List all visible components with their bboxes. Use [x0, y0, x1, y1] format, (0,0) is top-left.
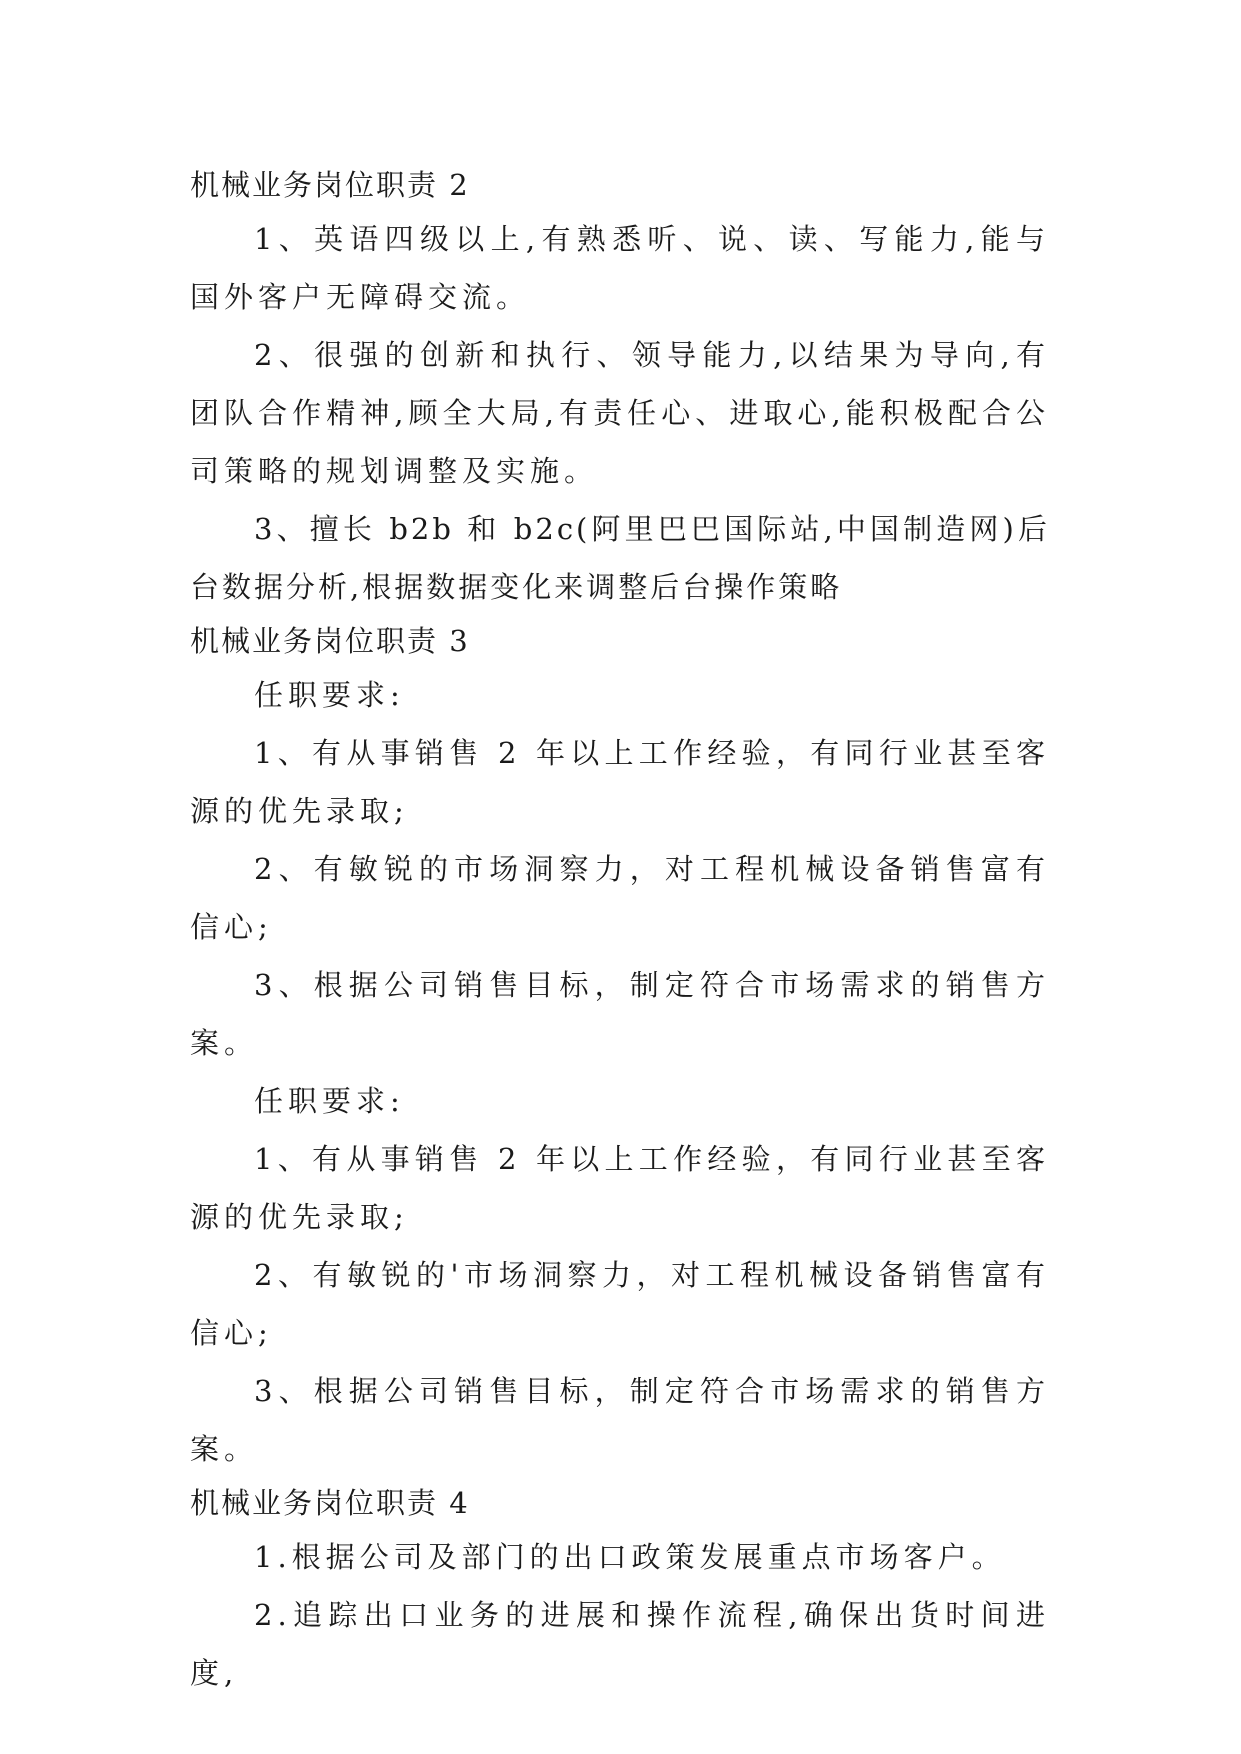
- paragraph: 2、很强的创新和执行、领导能力,以结果为导向,有团队合作精神,顾全大局,有责任心、进取心,能积极配合公司策略的规划调整及实施。: [190, 338, 1050, 488]
- paragraph: 任职要求:: [254, 678, 405, 712]
- paragraph: 2、有敏锐的市场洞察力，对工程机械设备销售富有信心;: [190, 852, 1050, 944]
- document-body: [190, 160, 1050, 1702]
- paragraph: 1.根据公司及部门的出口政策发展重点市场客户。: [254, 1540, 1006, 1574]
- paragraph: 2、有敏锐的'市场洞察力，对工程机械设备销售富有信心;: [190, 1258, 1050, 1350]
- paragraph: 1、有从事销售 2 年以上工作经验，有同行业甚至客源的优先录取;: [190, 1142, 1050, 1234]
- paragraph: 3、擅长 b2b 和 b2c(阿里巴巴国际站,中国制造网)后台数据分析,根据数据变化来调整后台操作策略: [190, 512, 1050, 604]
- section-title: 机械业务岗位职责 2: [190, 168, 470, 202]
- section-title: 机械业务岗位职责 4: [190, 1486, 470, 1520]
- paragraph: 3、根据公司销售目标，制定符合市场需求的销售方案。: [190, 968, 1050, 1060]
- paragraph: 任职要求:: [254, 1084, 405, 1118]
- paragraph: 1、有从事销售 2 年以上工作经验，有同行业甚至客源的优先录取;: [190, 736, 1050, 828]
- paragraph: 3、根据公司销售目标，制定符合市场需求的销售方案。: [190, 1374, 1050, 1466]
- paragraph: 1、英语四级以上,有熟悉听、说、读、写能力,能与国外客户无障碍交流。: [190, 222, 1050, 314]
- section-title: 机械业务岗位职责 3: [190, 624, 470, 658]
- paragraph: 2.追踪出口业务的进展和操作流程,确保出货时间进度,: [190, 1598, 1050, 1690]
